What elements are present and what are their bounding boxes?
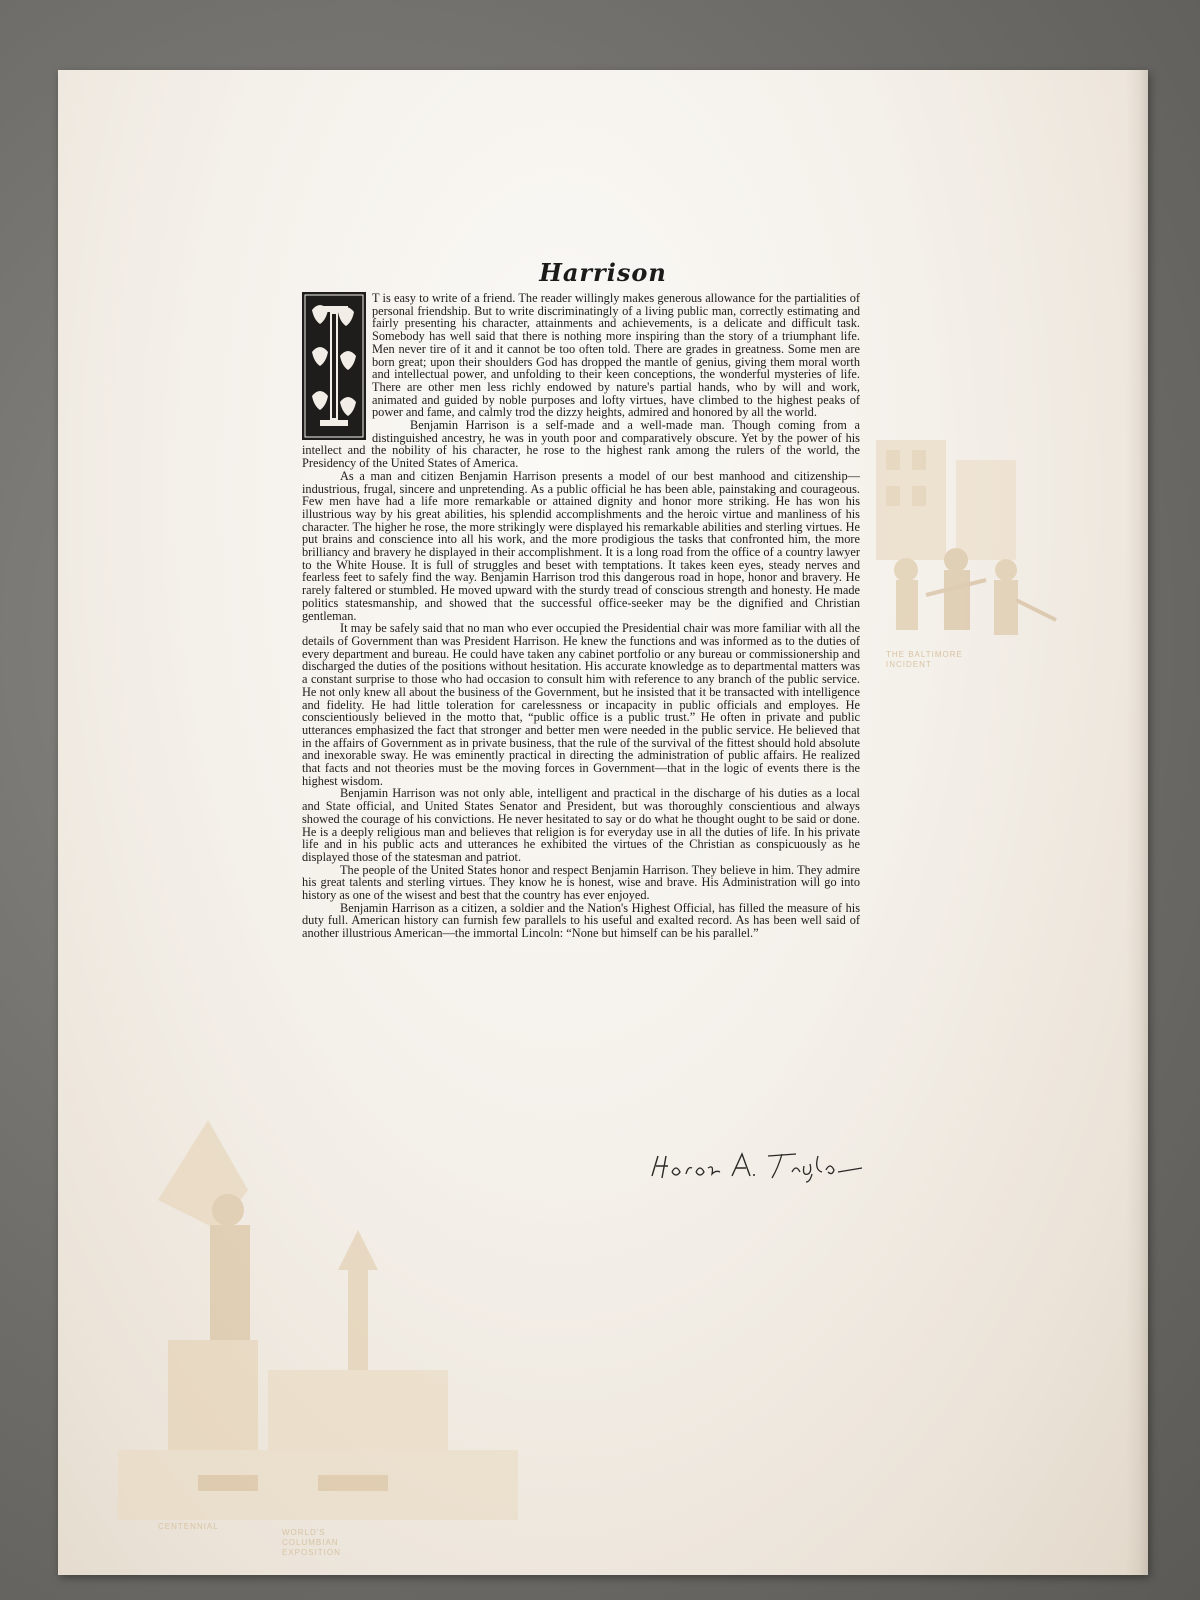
paragraph-5: Benjamin Harrison was not only able, intelligent and practical in the discharge of his duties as a local and State official, and United States Senator and President, but was thoroughly conscientious and always showed the courage of his convictions. He never hesitated to say or do what he thought ought to be said or done. He is a deeply religious man and believes that religion is for everyday use in all the duties of life. In his private life and in his public acts and utterances he exhibited the virtues of the Christian as conspicuously as he displayed those of the statesman and patriot. <box>302 786 860 864</box>
paragraph-6: The people of the United States honor and respect Benjamin Harrison. They believe in him. They admire his great talents and sterling virtues. They know he is honest, wise and brave. His Administration will go into history as one of the wisest and best that the country has ever enjoyed. <box>302 862 860 903</box>
vignette-caption-right: THE BALTIMORE INCIDENT <box>886 650 963 669</box>
paragraph-2: Benjamin Harrison is a self-made and a well-made man. Though coming from a distinguished ancestry, he was in youth poor and comparatively obscure. Yet by the power of his intellect and the nobility of his character, he rose to the highest rank among the rulers of the world, the Presidency of the United States of America. <box>302 418 860 471</box>
document-title: Harrison <box>539 258 667 287</box>
vignette-caption-centennial: CENTENNIAL <box>158 1522 219 1531</box>
handwritten-signature <box>646 1148 866 1184</box>
ornamental-drop-cap <box>302 292 366 440</box>
article-body <box>302 292 860 940</box>
paragraph-4: It may be safely said that no man who ever occupied the Presidential chair was more familiar with all the details of Government than was President Harrison. He knew the functions and was informed as to the duties of every department and bureau. He could have taken any cabinet portfolio or any bureau or commissionership and discharged the duties of the positions without hesitation. His accurate knowledge as to departmental matters was a constant surprise to those who had occasion to consult him with reference to any branch of the public service. He not only knew all about the business of the Government, but he insisted that it be transacted with intelligence and fidelity. He had little toleration for carelessness or incapacity in public officials and employes. He conscientiously believed in the motto that, “public office is a public trust.” He often in private and public utterances emphasized the fact that stronger and better men were needed in the public service. He believed that in the affairs of Government as in private business, that the rule of the survival of the fittest should hold absolute and inexorable sway. He was eminently practical in directing the administration of public affairs. He realized that facts and not theories must be the moving forces in Government—that in the logic of events there is the highest wisdom. <box>302 621 860 788</box>
page-edge <box>1126 70 1148 1575</box>
paragraph-7: Benjamin Harrison as a citizen, a soldier and the Nation's Highest Official, has filled the measure of his duty full. American history can furnish few parallels to his useful and exalted record. As has been well said of another illustrious American—the immortal Lincoln: “None but himself can be his parallel.” <box>302 900 860 941</box>
paragraph-3: As a man and citizen Benjamin Harrison presents a model of our best manhood and citizenship—industrious, frugal, sincere and unpretending. As a public official he has been able, painstaking and courageous. Few men have had a life more remarkable or attained dignity and honor more striking. He has won his illustrious way by his great abilities, his splendid accomplishments and the heroic virtue and manliness of his character. The higher he rose, the more strikingly were displayed his remarkable abilities and sterling virtues. He put brains and conscience into all his work, and the more prodigious the tasks that confronted him, the more brilliancy and bravery he displayed in their accomplishment. It is a long road from the office of a country lawyer to the White House. It is full of struggles and beset with temptations. It takes keen eyes, steady nerves and fearless feet to safely find the way. Benjamin Harrison trod this dangerous road in hope, honor and bravery. He rarely faltered or stumbled. He moved upward with the sturdy tread of conscious strength and honesty. He made politics statesmanship, and showed that the successful office-seeker may be the dignified and Christian gentleman. <box>302 468 860 623</box>
vignette-caption-exposition: WORLD'S COLUMBIAN EXPOSITION <box>282 1528 341 1557</box>
document-page <box>58 70 1148 1575</box>
paragraph-1: T is easy to write of a friend. The reader willingly makes generous allowance for the partialities of personal friendship. But to write discriminatingly of a living public man, correctly estimating and fairly presenting his character, attainments and achievements, is a delicate and difficult task. Somebody has well said that there is nothing more inspiring than the story of a triumphant life. Men never tire of it and it cannot be too often told. There are grades in greatness. Some men are born great; upon their shoulders God has dropped the mantle of genius, giving them moral worth and intellectual power, and unfolding to their keen conceptions, the wonderful mysteries of life. There are other men less richly endowed by nature's partial hands, who by will and work, animated and guided by noble purposes and lofty virtues, have climbed to the highest peaks of power and fame, and calmly trod the dizzy heights, admired and honored by all the world. <box>372 291 860 420</box>
exposition-illustration <box>98 1080 538 1530</box>
